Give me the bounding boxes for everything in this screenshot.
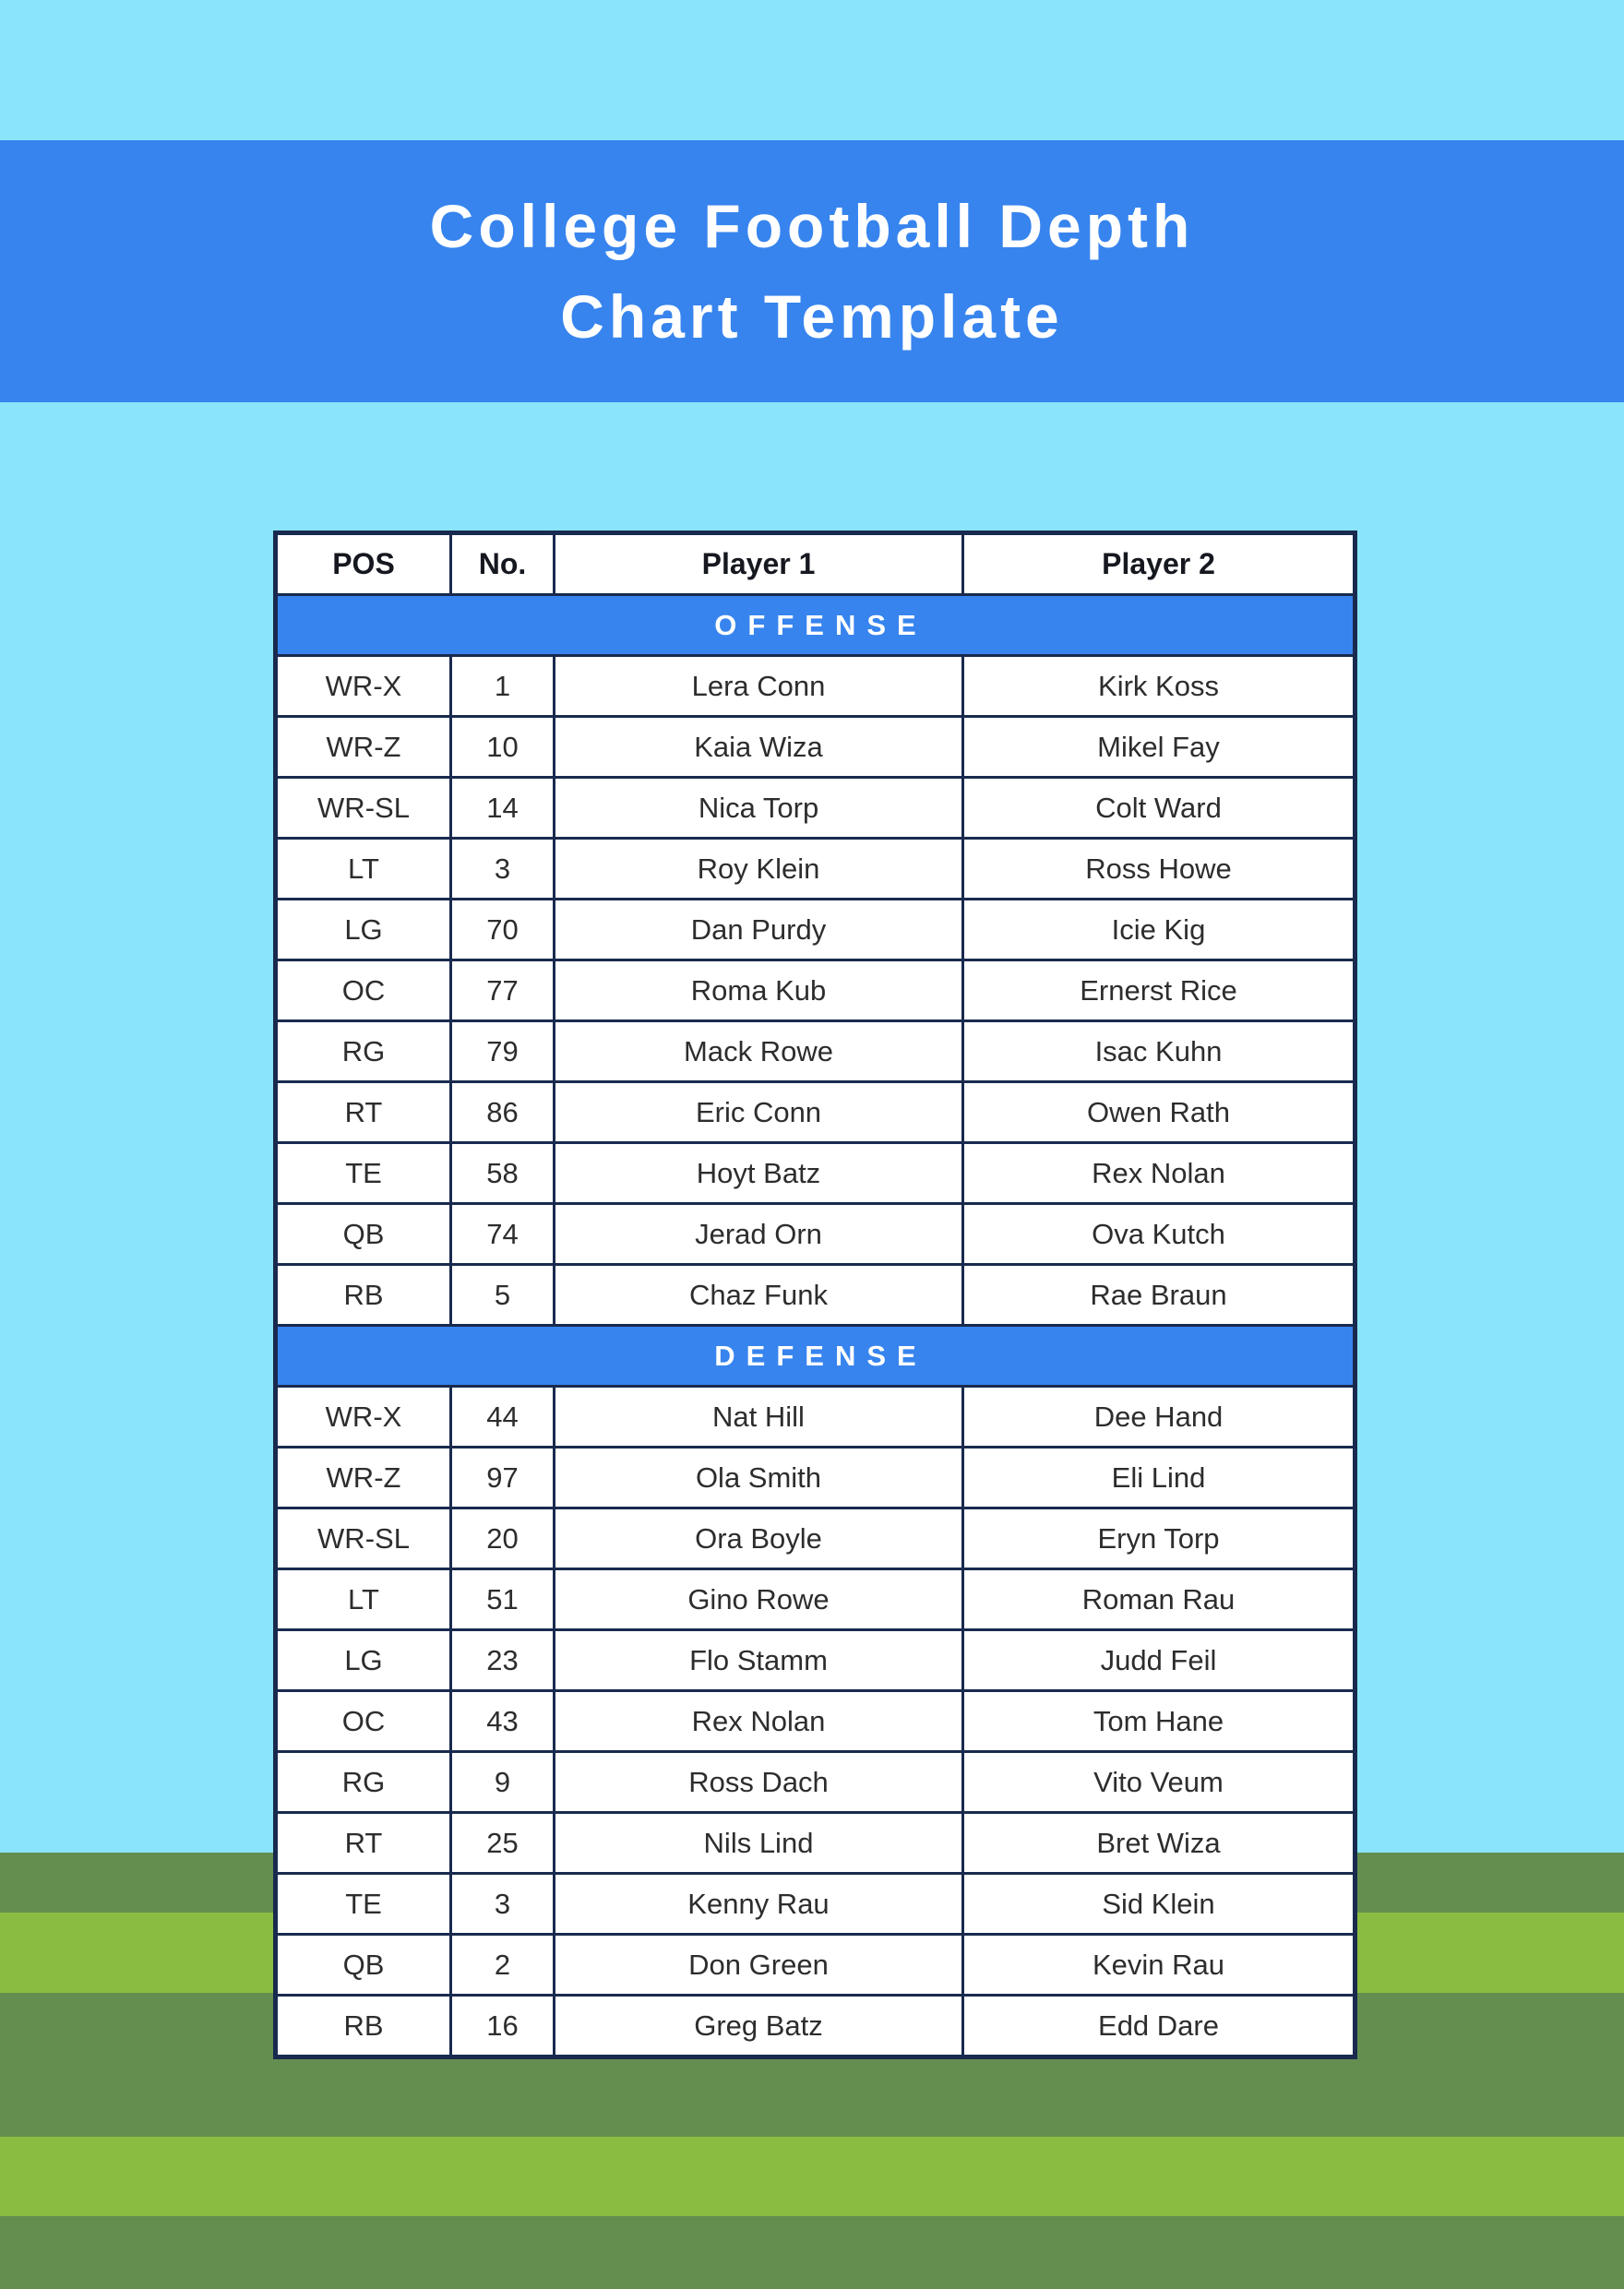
number-cell: 74: [451, 1204, 555, 1265]
player2-cell: Mikel Fay: [963, 717, 1355, 778]
number-cell: 3: [451, 839, 555, 900]
player1-cell: Dan Purdy: [555, 900, 963, 960]
player1-cell: Greg Batz: [555, 1996, 963, 2057]
player-row: [276, 1387, 1355, 1448]
number-cell: 5: [451, 1265, 555, 1326]
position-cell: WR-X: [276, 1387, 451, 1448]
field-stripe-light-2: [0, 2137, 1624, 2216]
section-header-offense: OFFENSE: [276, 595, 1355, 656]
player2-cell: Owen Rath: [963, 1082, 1355, 1143]
player1-cell: Jerad Orn: [555, 1204, 963, 1265]
player1-cell: Roma Kub: [555, 960, 963, 1021]
player2-cell: Colt Ward: [963, 778, 1355, 839]
player2-cell: Bret Wiza: [963, 1813, 1355, 1874]
number-cell: 97: [451, 1448, 555, 1508]
number-cell: 1: [451, 656, 555, 717]
number-cell: 23: [451, 1630, 555, 1691]
number-cell: 58: [451, 1143, 555, 1204]
position-cell: RG: [276, 1752, 451, 1813]
player2-cell: Rae Braun: [963, 1265, 1355, 1326]
number-cell: 3: [451, 1874, 555, 1935]
player2-cell: Ernerst Rice: [963, 960, 1355, 1021]
player2-cell: Vito Veum: [963, 1752, 1355, 1813]
number-cell: 14: [451, 778, 555, 839]
player1-cell: Gino Rowe: [555, 1569, 963, 1630]
number-cell: 20: [451, 1508, 555, 1569]
position-cell: WR-Z: [276, 717, 451, 778]
player1-cell: Nica Torp: [555, 778, 963, 839]
player2-cell: Eli Lind: [963, 1448, 1355, 1508]
player1-cell: Kaia Wiza: [555, 717, 963, 778]
player1-cell: Mack Rowe: [555, 1021, 963, 1082]
section-header-defense: DEFENSE: [276, 1326, 1355, 1387]
player-row: [276, 1204, 1355, 1265]
player1-cell: Rex Nolan: [555, 1691, 963, 1752]
player2-cell: Kevin Rau: [963, 1935, 1355, 1996]
position-cell: WR-SL: [276, 1508, 451, 1569]
player-row: [276, 1691, 1355, 1752]
player2-cell: Ova Kutch: [963, 1204, 1355, 1265]
player2-cell: Ross Howe: [963, 839, 1355, 900]
player-row: [276, 1448, 1355, 1508]
player-row: [276, 1082, 1355, 1143]
player1-cell: Ora Boyle: [555, 1508, 963, 1569]
position-cell: LG: [276, 1630, 451, 1691]
position-cell: LT: [276, 1569, 451, 1630]
player-row: [276, 1143, 1355, 1204]
player2-cell: Sid Klein: [963, 1874, 1355, 1935]
player-row: [276, 778, 1355, 839]
position-cell: WR-Z: [276, 1448, 451, 1508]
player2-cell: Kirk Koss: [963, 656, 1355, 717]
number-cell: 70: [451, 900, 555, 960]
number-cell: 51: [451, 1569, 555, 1630]
player2-cell: Edd Dare: [963, 1996, 1355, 2057]
position-cell: WR-SL: [276, 778, 451, 839]
player-row: [276, 1935, 1355, 1996]
column-header-player2: Player 2: [963, 533, 1355, 595]
position-cell: RB: [276, 1265, 451, 1326]
player-row: [276, 1813, 1355, 1874]
player1-cell: Nils Lind: [555, 1813, 963, 1874]
number-cell: 79: [451, 1021, 555, 1082]
player1-cell: Eric Conn: [555, 1082, 963, 1143]
position-cell: WR-X: [276, 656, 451, 717]
position-cell: LT: [276, 839, 451, 900]
player2-cell: Judd Feil: [963, 1630, 1355, 1691]
player-row: [276, 1996, 1355, 2057]
position-cell: OC: [276, 960, 451, 1021]
player1-cell: Hoyt Batz: [555, 1143, 963, 1204]
player-row: [276, 1630, 1355, 1691]
position-cell: OC: [276, 1691, 451, 1752]
player2-cell: Dee Hand: [963, 1387, 1355, 1448]
position-cell: TE: [276, 1874, 451, 1935]
player1-cell: Don Green: [555, 1935, 963, 1996]
number-cell: 77: [451, 960, 555, 1021]
player1-cell: Roy Klein: [555, 839, 963, 900]
player1-cell: Ola Smith: [555, 1448, 963, 1508]
position-cell: TE: [276, 1143, 451, 1204]
player1-cell: Flo Stamm: [555, 1630, 963, 1691]
position-cell: RG: [276, 1021, 451, 1082]
player2-cell: Isac Kuhn: [963, 1021, 1355, 1082]
section-row: [276, 595, 1355, 656]
column-header-player1: Player 1: [555, 533, 963, 595]
number-cell: 44: [451, 1387, 555, 1448]
player-row: [276, 839, 1355, 900]
player-row: [276, 1569, 1355, 1630]
column-header-no: No.: [451, 533, 555, 595]
player1-cell: Chaz Funk: [555, 1265, 963, 1326]
field-stripe-dark-3: [0, 2216, 1624, 2289]
table-header-row: [276, 533, 1355, 595]
number-cell: 2: [451, 1935, 555, 1996]
position-cell: RB: [276, 1996, 451, 2057]
number-cell: 43: [451, 1691, 555, 1752]
depth-chart-body: [276, 595, 1355, 2057]
player-row: [276, 1752, 1355, 1813]
player1-cell: Lera Conn: [555, 656, 963, 717]
player-row: [276, 1021, 1355, 1082]
position-cell: RT: [276, 1813, 451, 1874]
player-row: [276, 717, 1355, 778]
depth-chart-table: [273, 531, 1357, 2059]
player-row: [276, 656, 1355, 717]
section-row: [276, 1326, 1355, 1387]
player1-cell: Nat Hill: [555, 1387, 963, 1448]
player2-cell: Icie Kig: [963, 900, 1355, 960]
number-cell: 16: [451, 1996, 555, 2057]
number-cell: 86: [451, 1082, 555, 1143]
player1-cell: Ross Dach: [555, 1752, 963, 1813]
player-row: [276, 900, 1355, 960]
player2-cell: Eryn Torp: [963, 1508, 1355, 1569]
page-title-line-1: College Football Depth: [429, 192, 1195, 260]
player1-cell: Kenny Rau: [555, 1874, 963, 1935]
player2-cell: Tom Hane: [963, 1691, 1355, 1752]
title-banner: [0, 140, 1624, 402]
number-cell: 9: [451, 1752, 555, 1813]
player-row: [276, 960, 1355, 1021]
position-cell: QB: [276, 1935, 451, 1996]
player2-cell: Roman Rau: [963, 1569, 1355, 1630]
position-cell: RT: [276, 1082, 451, 1143]
number-cell: 25: [451, 1813, 555, 1874]
player-row: [276, 1265, 1355, 1326]
player-row: [276, 1508, 1355, 1569]
number-cell: 10: [451, 717, 555, 778]
column-header-pos: POS: [276, 533, 451, 595]
player-row: [276, 1874, 1355, 1935]
player2-cell: Rex Nolan: [963, 1143, 1355, 1204]
page-title-line-2: Chart Template: [560, 282, 1064, 351]
position-cell: LG: [276, 900, 451, 960]
position-cell: QB: [276, 1204, 451, 1265]
